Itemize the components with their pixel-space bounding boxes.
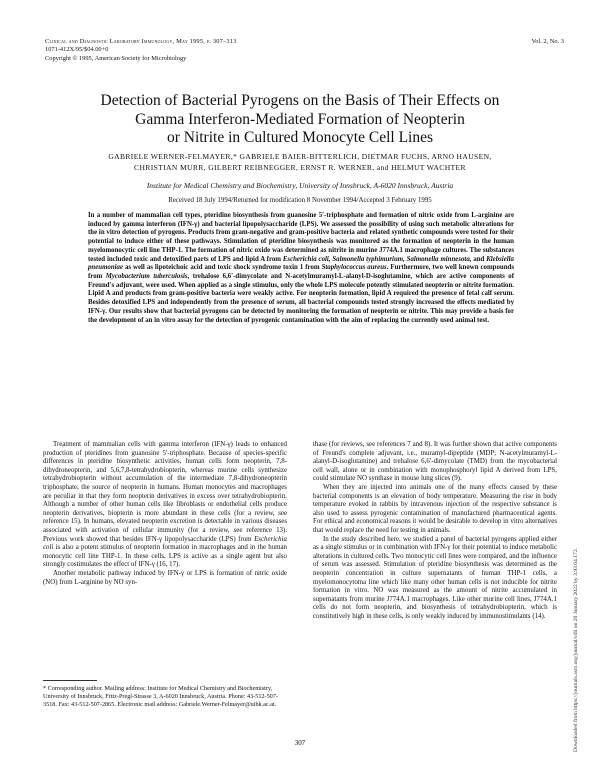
abstract (88, 212, 514, 325)
title-line-1: Detection of Bacterial Pyrogens on the Basis of Their Effects on (100, 92, 500, 109)
page-number: 307 (294, 739, 306, 747)
title-line-3: or Nitrite in Cultured Monocyte Cell Lines (166, 129, 434, 146)
issn: 1071-412X/95/$04.00+0 (45, 46, 109, 54)
abstract-species-3: Staphylococcus aureus (321, 264, 387, 272)
running-header (45, 38, 237, 63)
download-watermark: Downloaded from https://journals.asm.org/journal/cdli on 20 January 2022 by 3.93.64.172. (573, 547, 579, 752)
abstract-species-4: Mycobacterium tuberculosis (105, 273, 188, 281)
copyright: Copyright © 1995, American Society for Microbiology (45, 54, 187, 62)
authors-line-2: CHRISTIAN MURR, GILBERT REIBNEGGER, ERNST R. WERNER, and HELMUT WACHTER (134, 162, 466, 172)
abstract-text-3: as well as lipoteichoic acid and toxic shock syndrome toxin 1 from (122, 264, 322, 272)
body-column-right (313, 441, 557, 621)
body-paragraph: thase (for reviews, see references 7 and 8). It was further shown that active components of Freund's complete adjuvant, i.e., muramyl-dipeptide (MDP; N-acetylmuramyl-L-alanyl-D-isoglutamine) and trehalose 6,6′-dimycolate (TMD) from the mycobacterial cell wall, alone or in combination with monophosphoryl lipid A derived from LPS, could stimulate NO synthase in mouse lung slices (9). (313, 441, 557, 483)
abstract-text-2: and (471, 255, 487, 263)
body-paragraph: In the study described here, we studied a panel of bacterial pyrogens applied either as a single stimulus or in combination with IFN-γ for their potential to induce metabolic alterations in cultured cells. Two monocytic cell lines were compared, and the influence of serum was assessed. Stimulation of pteridine biosynthesis was determined as the neopterin concentration in culture supernatants of human THP-1 cells, a myelomonocytoma line which like many other human cells is not inducible for nitrite formation in vitro. NO was measured as the amount of nitrite accumulated in supernatants from murine J774A.1 macrophages. Like other murine cell lines, J774A.1 cells do not form neopterin, and biosynthesis of tetrahydrobiopterin, which is constitutively high in these cells, is only weakly induced by immunostimulants (14). (313, 535, 557, 620)
affiliation: Institute for Medical Chemistry and Biochemistry, University of Innsbruck, A-6020 Innsbruck, Austria (146, 181, 454, 190)
journal-citation: Clinical and Diagnostic Laboratory Immunology, May 1995, p. 307–313 (45, 38, 237, 45)
abstract-text-1: In a number of mammalian cell types, pteridine biosynthesis from guanosine 5′-triphosphate and formation of nitric oxide from L-arginine are induced by gamma interferon (IFN-γ) and bacterial lipopolysaccharide (LPS). We assessed the possibility of using such metabolic alterations for the in vitro detection of pyrogens. Products from gram-negative and gram-positive bacteria and related synthetic compounds were tested for their potential to induce either of these pathways. Stimulation of pteridine biosynthesis was monitored as the formation of neopterin in the human myelomonocytic cell line THP-1. The formation of nitric oxide was determined as nitrite in murine J774A.1 macrophage cultures. The substances tested included toxic and detoxified parts of LPS and lipid A from (88, 212, 514, 263)
article-title (40, 92, 560, 148)
abstract-species-1: Escherichia coli, Salmonella typhimurium, Salmonella minnesota, (282, 255, 472, 263)
author-list (40, 152, 560, 173)
corresponding-author-footnote: * Corresponding author. Mailing address: Institute for Medical Chemistry and Biochemistry, University of Innsbruck, Fritz-Pregl-Strasse 3, A-6020 Innsbruck, Austria. Phone: 43-512-507-3518. Fax: 43-512-507-2865. Electronic mail address: Gabriele.Werner-Felmayer@uibk.ac.at. (43, 685, 278, 709)
body-paragraph: When they are injected into animals one of the many effects caused by these bacterial components is an elevation of body temperature. Measuring the rise in body temperature evoked in rabbits by intravenous injection of the respective substance is also used to assess pyrogenic contamination of manufactured pharmaceutical agents. For ethical and economical reasons it would be desirable to develop in vitro alternatives that would replace the need for testing in animals. (313, 483, 557, 534)
received-dates: Received 18 July 1994/Returned for modification 8 November 1994/Accepted 3 February 1995 (168, 197, 432, 204)
abstract-species-2: Klebsiella pneumoniae (88, 255, 514, 272)
abstract-text-4: . Furthermore, two well known compounds from (88, 264, 514, 281)
body-species: Escherichia coli (43, 535, 287, 552)
volume-issue: Vol. 2, No. 3 (531, 38, 564, 45)
title-line-2: Gamma Interferon-Mediated Formation of Neopterin (135, 110, 465, 128)
body-paragraph: Another metabolic pathway induced by IFN-γ or LPS is formation of nitric oxide (NO) from L-arginine by NO syn- (43, 569, 287, 586)
body-text: Treatment of mammalian cells with gamma interferon (IFN-γ) leads to enhanced production of pteridines from guanosine 5′-triphosphate. Because of species-specific differences in pteridine biosynthetic activities, human cells form neopterin, 7,8-dihydroneopterin, and 5,6,7,8-tetrahydrobiopterin, whereas murine cells synthesize tetrahydrobiopterin without accumulation of the intermediate 7,8-dihydroneopterin triphosphate, the source of neopterin in humans. Human monocytes and macrophages are peculiar in that they form neopterin derivatives in excess over tetrahydrobiopterin. Although a number of other human cells like fibroblasts or endothelial cells produce neopterin derivatives, biopterin is more abundant in these cells (for a review, see reference 15). In humans, elevated neopterin excretion is detectable in various diseases associated with activation of cellular immunity (for a review, see reference 13). Previous work showed that besides IFN-γ lipopolysaccharide (LPS) from (43, 441, 287, 543)
body-column-left (43, 441, 287, 587)
footnote-rule (43, 680, 97, 681)
body-paragraph (43, 441, 287, 570)
abstract-text-5: , trehalose 6,6′-dimycolate and N-acetylmuramyl-L-alanyl-D-isoglutamine, which are active components of Freund's adjuvant, were used. When applied as a single stimulus, only the whole LPS molecule potently stimulated neopterin or nitrite formation. Lipid A and products from gram-positive bacteria were weakly active. For neopterin formation, lipid A required the presence of fetal calf serum. Besides detoxified LPS and independently from the presence of serum, all bacterial compounds tested strongly increased the effects mediated by IFN-γ. Our results show that bacterial pyrogens can be detected by monitoring the formation of neopterin or nitrite. This may provide a basis for the development of an in vitro assay for the detection of pyrogenic contamination with the aim of replacing the currently used animal test. (88, 273, 514, 324)
authors-line-1: GABRIELE WERNER-FELMAYER,* GABRIELE BAIER-BITTERLICH, DIETMAR FUCHS, ARNO HAUSEN, (108, 152, 492, 161)
body-text: is also a potent stimulus of neopterin formation in macrophages and in the human monocytic cell line THP-1. In these cells, LPS is active as a single agent but also strongly costimulates the effect of IFN-γ (16, 17). (43, 544, 287, 569)
